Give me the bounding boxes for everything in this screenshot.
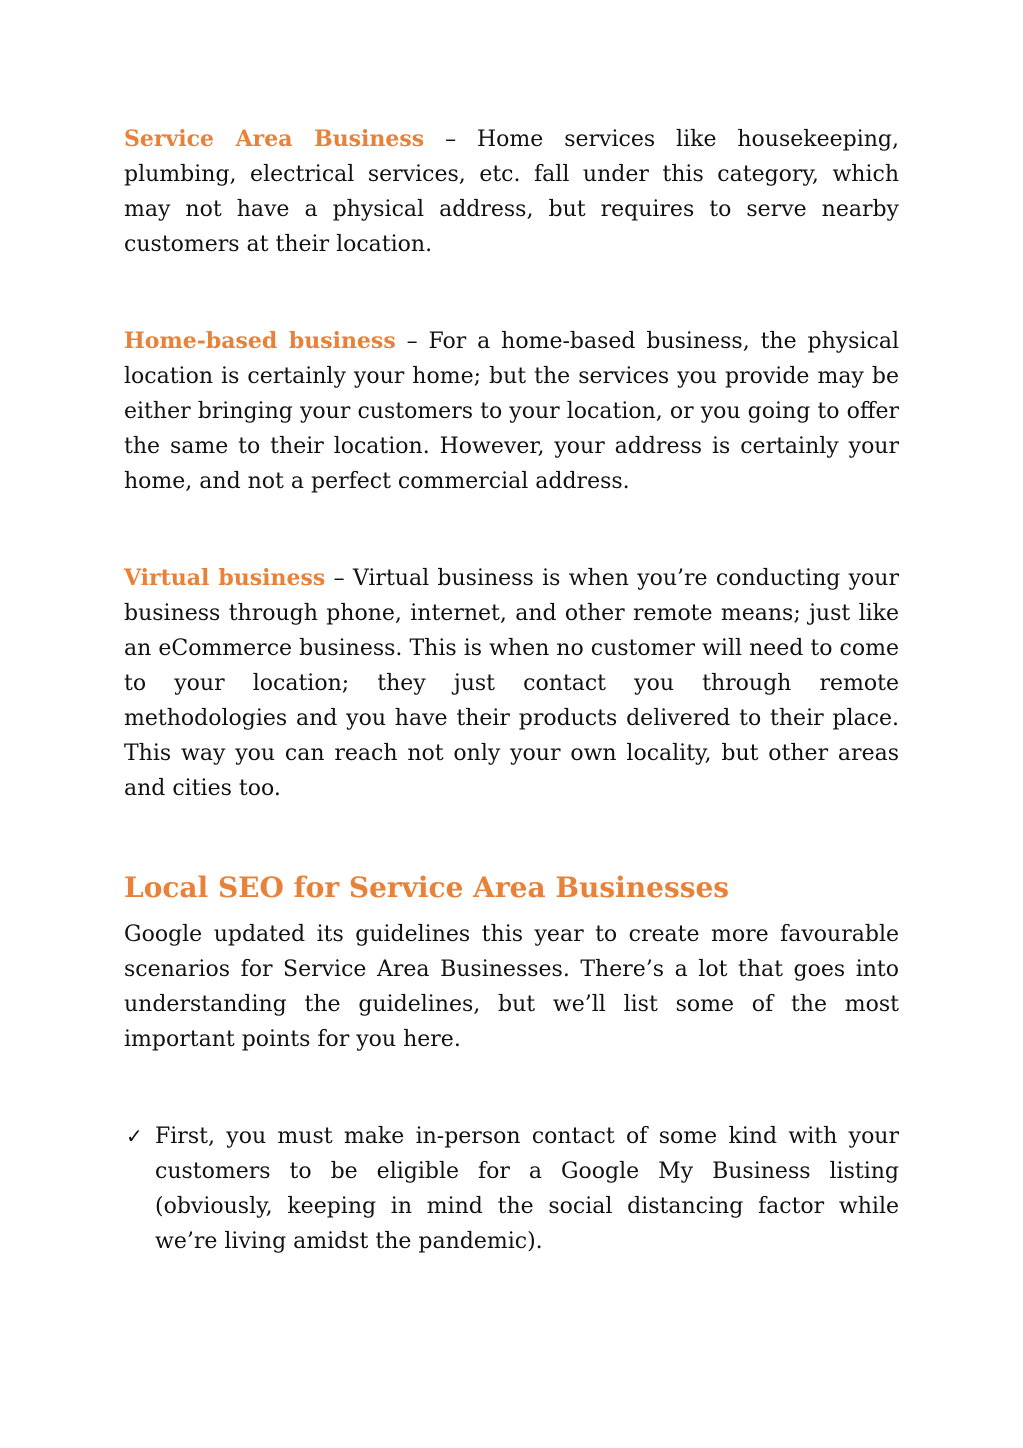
checklist-item-text: First, you must make in-person contact of some kind with your customers to be eligible for a Google My Business listing (obviously, keeping in mind the social distancing factor while we’re living amidst the pandemic).	[155, 1124, 899, 1254]
intro-paragraph: Google updated its guidelines this year to create more favourable scenarios for Service Area Businesses. There’s a lot that goes into understanding the guidelines, but we’ll list some of the most important points for you here.	[124, 922, 899, 1052]
paragraph-service-area-business	[124, 122, 899, 262]
section-heading: Local SEO for Service Area Businesses	[124, 871, 730, 904]
paragraph-text: – Virtual business is when you’re conducting your business through phone, internet, and other remote means; just like an eCommerce business. This is when no customer will need to come to your location; they just contact you through remote methodologies and you have their products delivered to their place. This way you can reach not only your own locality, but other areas and cities too.	[124, 566, 899, 801]
paragraph-virtual-business	[124, 561, 899, 806]
checklist	[124, 1119, 899, 1259]
paragraph-text: – For a home-based business, the physical location is certainly your home; but the services you provide may be either bringing your customers to your location, or you going to offer the same to their location. However, your address is certainly your home, and not a perfect commercial address.	[124, 329, 899, 494]
term-home-based-business: Home-based business	[124, 328, 396, 354]
paragraph-text: – Home services like housekeeping, plumbing, electrical services, etc. fall under this category, which may not have a physical address, but requires to serve nearby customers at their location.	[124, 127, 899, 257]
paragraph-home-based-business	[124, 324, 899, 499]
term-virtual-business: Virtual business	[124, 565, 326, 591]
document-page	[124, 122, 899, 1259]
checklist-item	[124, 1119, 899, 1259]
term-service-area-business: Service Area Business	[124, 126, 425, 152]
checkmark-icon: ✓	[126, 1124, 143, 1148]
